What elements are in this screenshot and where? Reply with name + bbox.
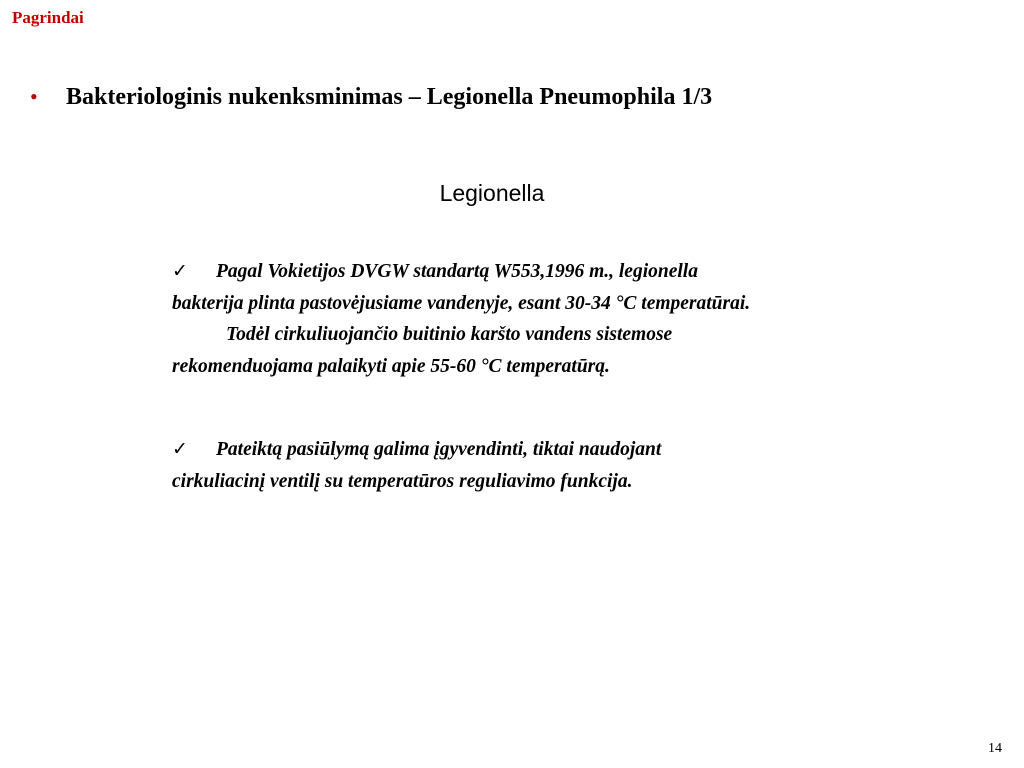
heading-row — [30, 84, 712, 111]
paragraph-line — [172, 319, 952, 351]
slide-subtitle: Legionella — [439, 180, 545, 206]
paragraph-line: rekomenduojama palaikyti apie 55-60 °C temperatūrą. — [172, 355, 610, 377]
paragraph-line — [172, 256, 952, 288]
paragraph-dvgw-standard — [172, 256, 952, 382]
paragraph-text: Pateiktą pasiūlymą galima įgyvendinti, tiktai naudojant — [216, 439, 662, 460]
page-number: 14 — [988, 741, 1002, 756]
checkmark-icon: ✓ — [172, 260, 188, 282]
paragraph-text: Todėl cirkuliuojančio buitinio karšto vandens sistemose — [226, 324, 673, 345]
paragraph-text: Pagal Vokietijos DVGW standartą W553,1996 m., legionella — [216, 261, 698, 282]
paragraph-line — [172, 434, 952, 466]
checkmark-icon: ✓ — [172, 438, 188, 460]
slide-heading: Bakteriologinis nukenksminimas – Legionella Pneumophila 1/3 — [66, 84, 713, 110]
paragraph-circulation-valve — [172, 434, 952, 497]
paragraph-line: bakterija plinta pastovėjusiame vandenyje, esant 30-34 °C temperatūrai. — [172, 292, 751, 314]
paragraph-line: cirkuliacinį ventilį su temperatūros reguliavimo funkcija. — [172, 470, 633, 492]
bullet-icon: • — [30, 84, 38, 109]
section-tag: Pagrindai — [12, 8, 84, 27]
